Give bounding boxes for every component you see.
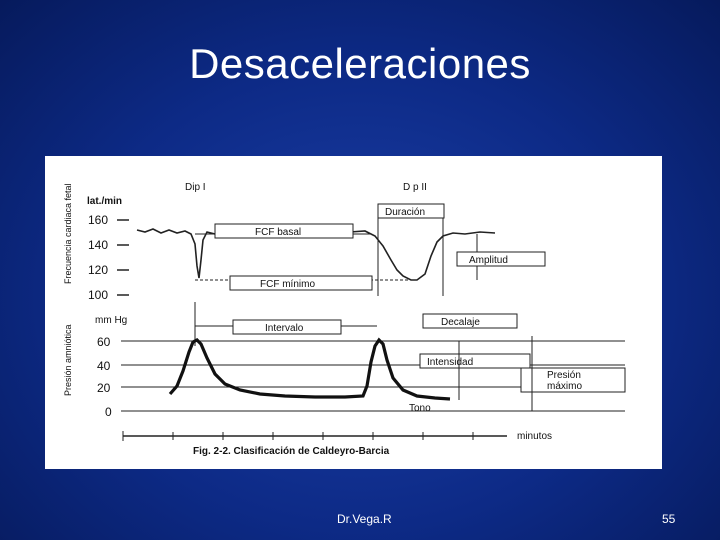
- pressure-tick-60: 60: [97, 335, 111, 349]
- intervalo-label: Intervalo: [265, 323, 304, 334]
- footer-author: Dr.Vega.R: [337, 512, 392, 526]
- fcf-minimo-label: FCF mínimo: [260, 279, 315, 290]
- fhr-tick-140: 140: [88, 238, 109, 252]
- slide-title: Desaceleraciones: [189, 40, 531, 87]
- fhr-ticks: [88, 213, 129, 302]
- fhr-tick-100: 100: [88, 288, 109, 302]
- minutos-label: minutos: [517, 431, 553, 442]
- pressure-trace: [170, 340, 450, 399]
- pressure-unit-label: mm Hg: [95, 315, 128, 326]
- tono-label: Tono: [409, 403, 431, 414]
- fhr-tick-120: 120: [88, 263, 109, 277]
- figure-caption: Fig. 2-2. Clasificación de Caldeyro-Barcia: [193, 446, 390, 457]
- pressure-tick-20: 20: [97, 381, 111, 395]
- pressure-axis-title: Presión amniótica: [63, 324, 73, 396]
- dip2-label: D p II: [403, 182, 427, 193]
- figure-svg: [45, 156, 662, 469]
- slide-number: 55: [662, 512, 676, 526]
- fhr-axis-title: Frecuencia cardiaca fetal: [63, 183, 73, 284]
- deceleration-figure: [45, 156, 662, 469]
- duracion-label: Duración: [385, 207, 426, 218]
- fhr-tick-160: 160: [88, 213, 109, 227]
- fhr-unit-label: lat./min: [87, 196, 123, 207]
- decalaje-label: Decalaje: [441, 317, 480, 328]
- amplitud-label: Amplitud: [469, 255, 508, 266]
- presion-label: Presión: [547, 370, 581, 381]
- dip1-label: Dip I: [185, 182, 206, 193]
- pressure-tick-40: 40: [97, 359, 111, 373]
- fcf-basal-label: FCF basal: [255, 227, 302, 238]
- intensidad-label: Intensidad: [427, 357, 474, 368]
- pressure-tick-0: 0: [105, 405, 112, 419]
- maximo-label: máximo: [547, 381, 583, 392]
